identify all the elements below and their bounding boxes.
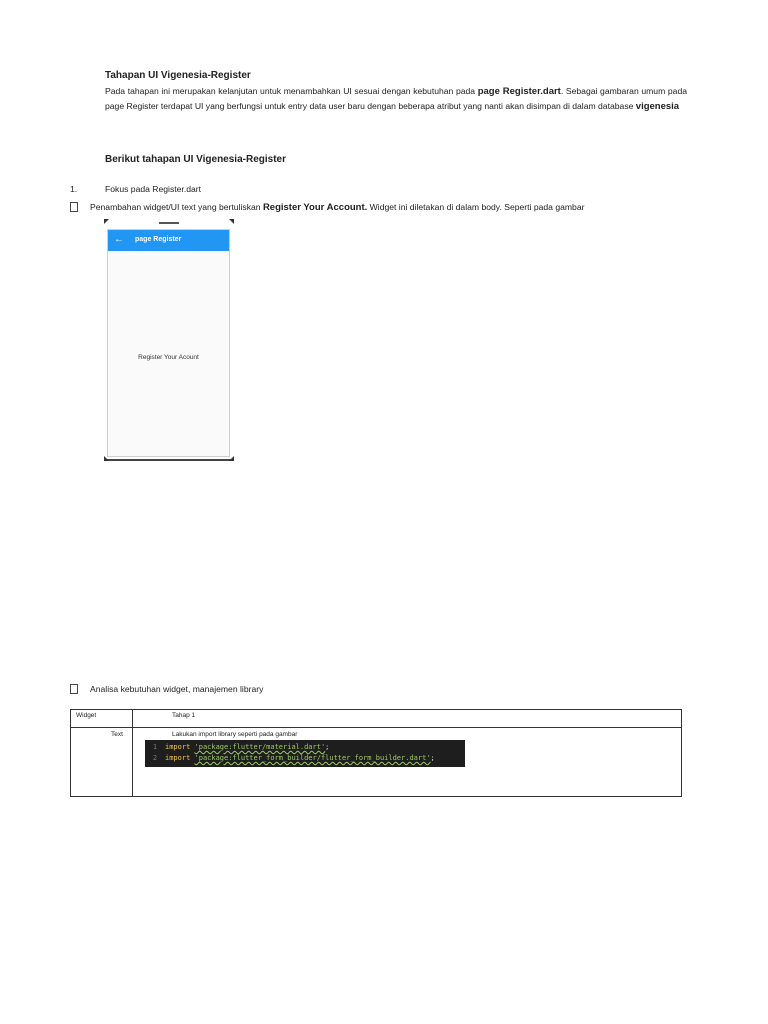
bullet-icon <box>70 684 78 695</box>
table-header-tahap: Tahap 1 <box>172 712 196 719</box>
bullet-text-analysis: Analisa kebutuhan widget, manajemen library <box>90 684 264 694</box>
frame-corner <box>229 456 234 461</box>
table-cell-description: Lakukan import library seperti pada gambar <box>172 731 298 738</box>
table-header-row <box>71 710 681 728</box>
code-snippet <box>145 740 465 767</box>
steps-heading: Berikut tahapan UI Vigenesia-Register <box>105 154 286 165</box>
step-number: 1. <box>70 184 78 194</box>
table-cell-widget: Text <box>111 731 123 738</box>
app-bar-title: page Register <box>135 236 182 243</box>
frame-corner <box>104 456 109 461</box>
phone-screenshot <box>104 219 234 461</box>
phone-screen <box>107 229 230 457</box>
intro-paragraph: Pada tahapan ini merupakan kelanjutan untuk menambahkan UI sesuai dengan kebutuhan pada page Register.dart. Sebagai gambaran umum pada page Register terdapat UI yang berfungsi untuk entry data user baru dengan beberapa atribut yang nanti akan disimpan di dalam database vigenesia <box>105 86 687 112</box>
table-header-widget: Widget <box>76 712 97 719</box>
section-title: Tahapan UI Vigenesia-Register <box>105 70 251 81</box>
table-divider <box>132 710 133 796</box>
widget-table <box>70 709 682 797</box>
code-line: 2 import 'package:flutter_form_builder/flutter_form_builder.dart'; <box>152 754 435 762</box>
code-line: 1 import 'package:flutter/material.dart'; <box>152 743 330 751</box>
step-text: Fokus pada Register.dart <box>105 184 202 194</box>
arrow-back-icon[interactable]: ← <box>114 234 124 245</box>
phone-bottom-edge <box>104 459 234 461</box>
frame-corner <box>229 219 234 224</box>
phone-notch <box>159 222 179 224</box>
frame-corner <box>104 219 109 224</box>
app-bar <box>108 230 229 251</box>
bullet-icon <box>70 202 78 213</box>
bullet-text-widget: Penambahan widget/UI text yang bertuliskan Register Your Account. Widget ini diletakan di dalam body. Seperti pada gambar <box>90 202 585 213</box>
register-account-text: Register Your Acount <box>138 354 199 361</box>
